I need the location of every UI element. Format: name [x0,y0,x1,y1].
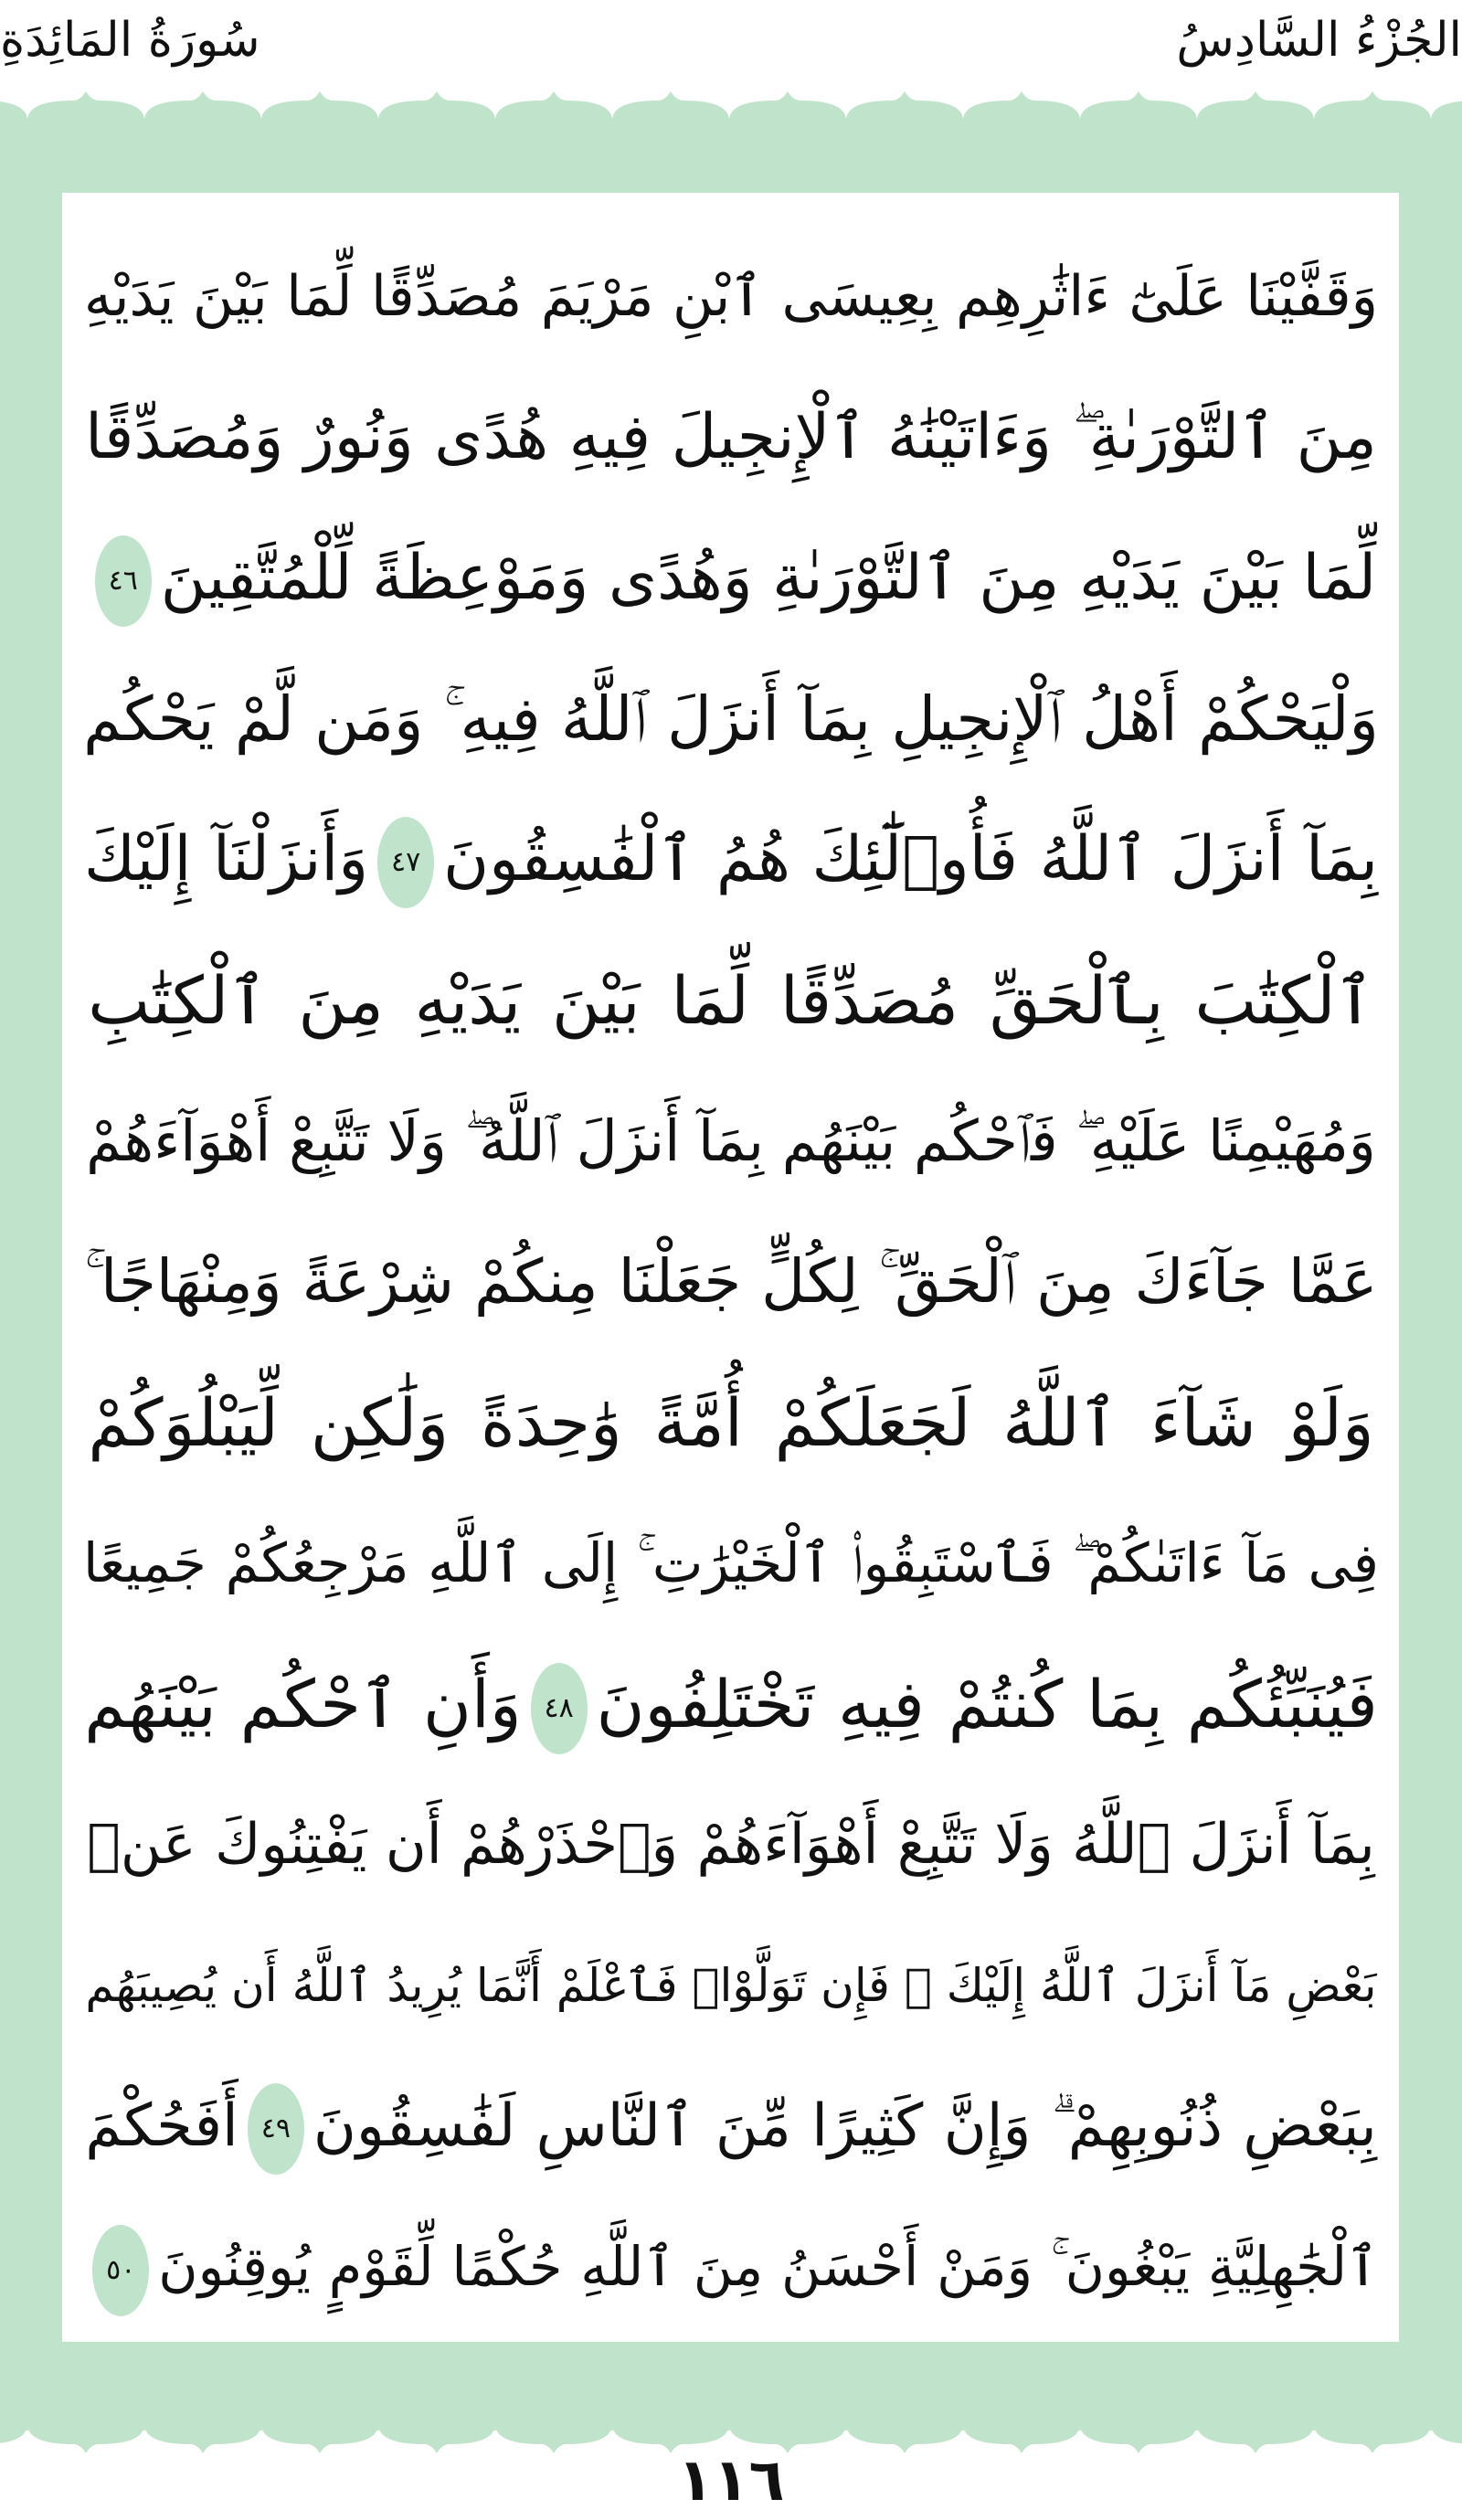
verse-text: لِّمَا بَيْنَ يَدَيْهِ مِنَ ٱلتَّوْرَىٰةِ وَهُدًى وَمَوْعِظَةً لِّلْمُتَّقِينَ [160,542,1377,614]
verse-text: وَمُهَيْمِنًا عَلَيْهِ ۖ فَٱحْكُم بَيْنَهُم بِمَآ أَنزَلَ ٱللَّهُ ۖ وَلَا تَتَّبِعْ أَهْوَآءَهُمْ [86,1107,1376,1174]
text-line [82,796,1380,924]
text-line [82,2203,1380,2331]
scallop-border-top [0,91,1462,121]
text-line-content [83,2203,1378,2331]
text-line-content [86,1077,1376,1205]
verse-text: مِنَ ٱلتَّوْرَىٰةِ ۖ وَءَاتَيْنَٰهُ ٱلْإِنجِيلَ فِيهِ هُدًى وَنُورٌ وَمُصَدِّقًا [85,401,1377,473]
verse-text: وَأَنِ ٱحْكُم بَيْنَهُم [84,1666,522,1742]
verse-number-marker: ٤٧ [377,817,434,908]
verse-text: أَفَحُكْمَ [85,2092,238,2160]
surah-title: سُورَةُ المَائِدَةِ [0,13,260,68]
text-line [82,233,1380,361]
verse-text: ٱلْجَٰهِلِيَّةِ يَبْغُونَ ۚ وَمَنْ أَحْسَنُ مِنَ ٱللَّهِ حُكْمًا لِّقَوْمٍ يُوقِنُونَ [158,2235,1379,2298]
text-line [82,655,1380,783]
text-line-content [85,2062,1377,2190]
text-line [82,1218,1380,1346]
text-line [82,1640,1380,1768]
verse-text: عَمَّا جَآءَكَ مِنَ ٱلْحَقِّ ۚ لِكُلٍّ جَعَلْنَا مِنكُمْ شِرْعَةً وَمِنْهَاجًا ۚ [84,1246,1378,1317]
text-line-content [85,374,1377,502]
text-line-content [84,796,1378,924]
verse-text: وَلَوْ شَآءَ ٱللَّهُ لَجَعَلَكُمْ أُمَّةً وَٰحِدَةً وَلَٰكِن لِّيَبْلُوَكُمْ [88,1384,1374,1461]
text-line-content [84,1640,1378,1768]
text-line-content [84,1218,1377,1346]
page-number: ١١٦ [677,2447,785,2515]
verse-text: وَأَنزَلْنَآ إِلَيْكَ [83,823,369,895]
text-line-content [88,937,1374,1064]
verse-text: فِى مَآ ءَاتَىٰكُمْ ۖ فَٱسْتَبِقُوا۟ ٱلْخَيْرَٰتِ ۚ إِلَى ٱللَّهِ مَرْجِعُكُمْ جَمِيعًا [83,1531,1379,1594]
text-line [82,1499,1380,1627]
verse-number-marker: ٤٩ [248,2083,304,2175]
text-line [82,374,1380,502]
verse-text: ٱلْكِتَٰبَ بِٱلْحَقِّ مُصَدِّقًا لِّمَا بَيْنَ يَدَيْهِ مِنَ ٱلْكِتَٰبِ [88,962,1374,1039]
verse-text: بِبَعْضِ ذُنُوبِهِمْ ۗ وَإِنَّ كَثِيرًا مِّنَ ٱلنَّاسِ لَفَٰسِقُونَ [313,2092,1377,2160]
text-line [82,1359,1380,1487]
verse-number-marker: ٤٨ [531,1663,588,1754]
text-line-content [83,655,1379,783]
verse-text: بِمَآ أَنزَلَ ٱللَّهُ فَأُو۟لَٰٓئِكَ هُمُ ٱلْفَٰسِقُونَ [443,823,1379,895]
verse-text: فَيُنَبِّئُكُم بِمَا كُنتُمْ فِيهِ تَخْتَلِفُونَ [596,1666,1378,1742]
text-line-content [86,514,1376,642]
verse-number-marker: ٤٦ [95,535,152,627]
text-line [82,1077,1380,1205]
text-line [82,514,1380,642]
text-line [82,2062,1380,2190]
verse-number-marker: ٥٠ [92,2225,149,2316]
text-line-content [85,1922,1376,2049]
text-line [82,1781,1380,1909]
text-line-content [83,1499,1379,1627]
text-line [82,1922,1380,2049]
text-line [82,937,1380,1064]
verse-text: وَلْيَحْكُمْ أَهْلُ ٱلْإِنجِيلِ بِمَآ أَنزَلَ ٱللَّهُ فِيهِ ۚ وَمَن لَّمْ يَحْكُم [83,683,1379,755]
text-line-content [84,233,1378,361]
verse-text: بَعْضِ مَآ أَنزَلَ ٱللَّهُ إِلَيْكَ ۖ فَإِن تَوَلَّوْا۟ فَٱعْلَمْ أَنَّمَا يُرِيدُ ٱللَّهُ أَن يُصِيبَهُم [85,1959,1377,2012]
text-line-content [88,1359,1373,1487]
juz-title: الجُزْءُ السَّادِسُ [1176,13,1462,68]
verse-text: وَقَفَّيْنَا عَلَىٰٓ ءَاثَٰرِهِم بِعِيسَى ٱبْنِ مَرْيَمَ مُصَدِّقًا لِّمَا بَيْنَ يَدَيْهِ [83,264,1379,329]
text-line-content [87,1781,1375,1909]
verse-text: بِمَآ أَنزَلَ ٱللَّهُ وَلَا تَتَّبِعْ أَهْوَآءَهُمْ وَٱحْذَرْهُمْ أَن يَفْتِنُوكَ عَنۢ [87,1812,1375,1877]
